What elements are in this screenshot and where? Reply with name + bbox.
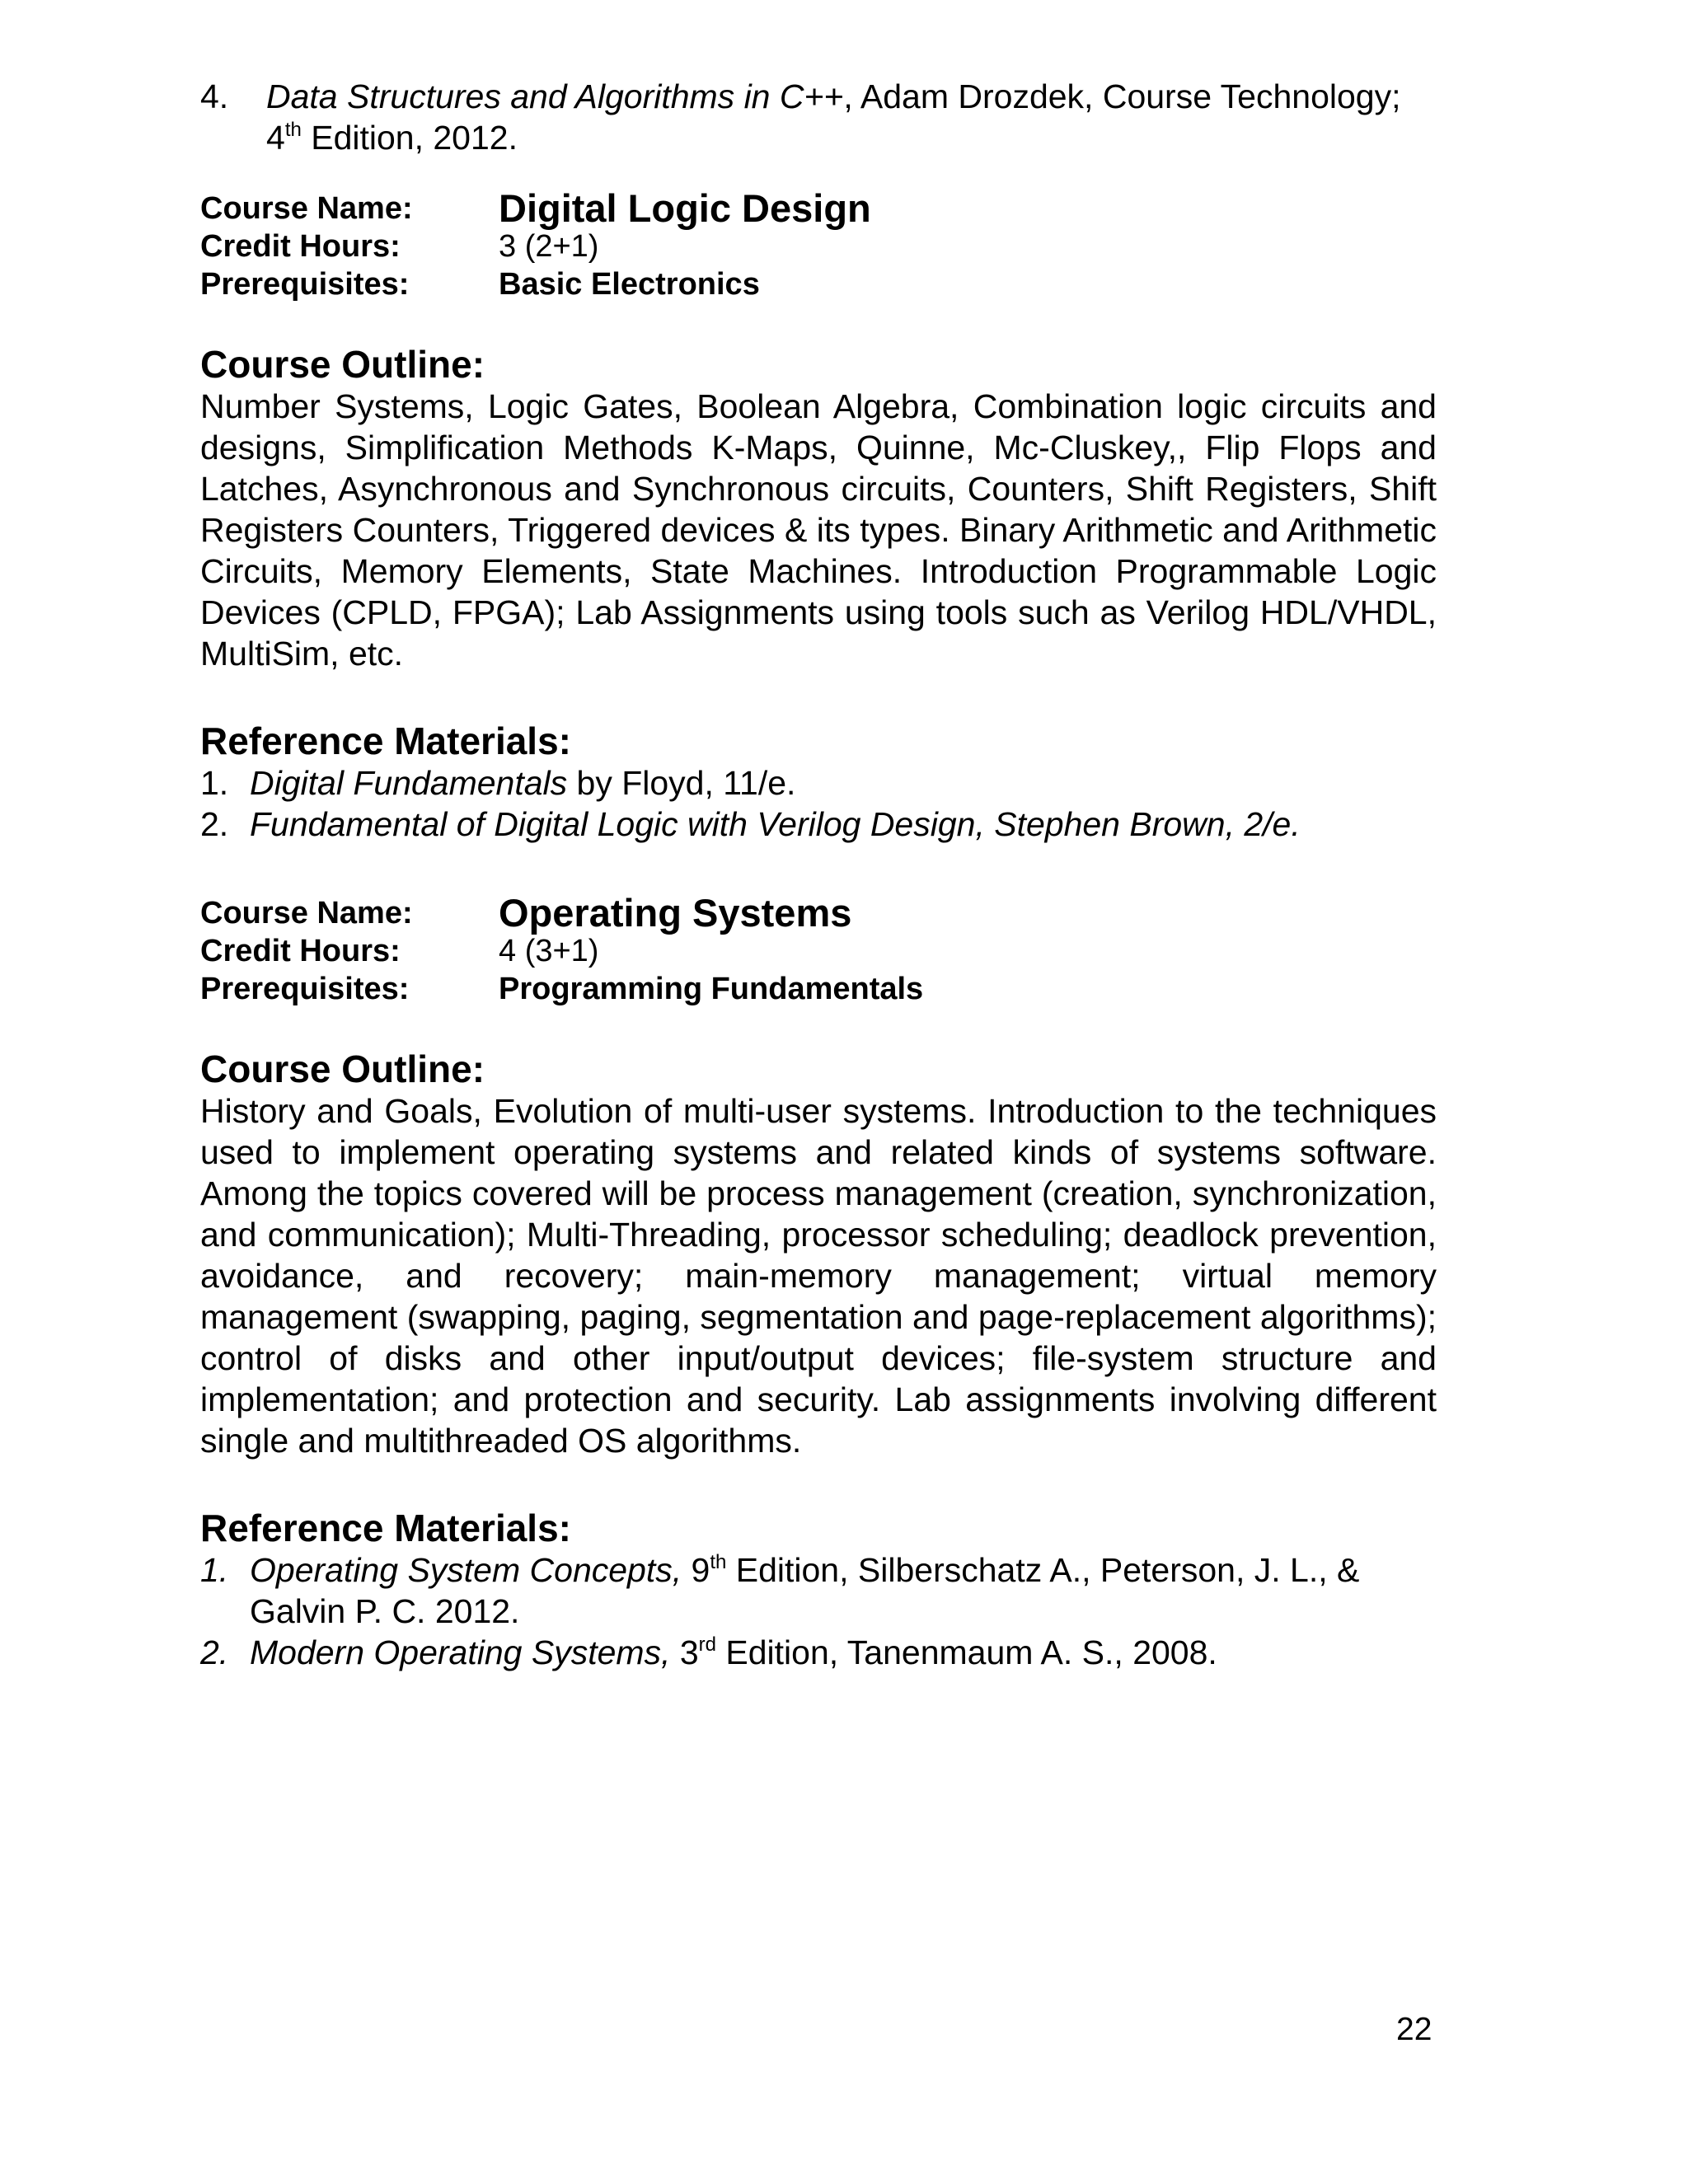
course-block-operating-systems [200, 891, 1437, 1673]
prerequisites-label: Prerequisites: [200, 972, 410, 1006]
ordinal-suffix: th [284, 119, 302, 141]
list-number: 2. [200, 805, 229, 843]
page-content [200, 76, 1437, 1673]
list-number: 1. [200, 1551, 229, 1589]
edition-number: 9 [682, 1551, 710, 1589]
reference-details: by Floyd, 11/e. [567, 764, 796, 802]
reference-details-end: Edition, 2012. [301, 119, 518, 157]
book-title: Data Structures and Algorithms in C++ [266, 77, 844, 115]
reference-item [200, 1632, 1437, 1673]
reference-item [200, 1549, 1437, 1632]
list-number: 1. [200, 764, 229, 802]
reference-materials-heading: Reference Materials: [200, 1507, 571, 1549]
book-title: Fundamental of Digital Logic with Verilog Design, Stephen Brown, 2/e. [250, 805, 1301, 843]
reference-item [200, 762, 1437, 804]
course-outline-heading: Course Outline: [200, 343, 485, 386]
book-title: Digital Fundamentals [250, 764, 568, 802]
course-block-digital-logic-design [200, 186, 1437, 845]
edition-number: 3 [670, 1633, 699, 1671]
reference-details: Edition, Silberschatz A., Peterson, J. L., & Galvin P. C. 2012. [250, 1551, 1360, 1630]
reference-materials-heading: Reference Materials: [200, 719, 571, 762]
list-number: 4. [200, 77, 229, 115]
previous-reference-item-4 [200, 76, 1437, 158]
course-name-label: Course Name: [200, 191, 413, 226]
reference-item [200, 804, 1437, 845]
course-name-value: Digital Logic Design [499, 186, 871, 230]
course-outline-text: History and Goals, Evolution of multi-user systems. Introduction to the techniques used to implement operating systems and related kinds of systems software. Among the topics covered will be process management (creation, synchronization, and communication); Multi-Threading, processor scheduling; deadlock prevention, avoidance, and recovery; main-memory management; virtual memory management (swapping, paging, segmentation and page-replacement algorithms); control of disks and other input/output devices; file-system structure and implementation; and protection and security. Lab assignments involving different single and multithreaded OS algorithms. [200, 1092, 1437, 1460]
prerequisites-value: Basic Electronics [499, 267, 760, 302]
prerequisites-label: Prerequisites: [200, 267, 410, 302]
course-info-table [200, 891, 1437, 1008]
course-outline-heading: Course Outline: [200, 1047, 485, 1090]
ordinal-suffix: rd [698, 1633, 716, 1656]
credit-hours-value: 4 (3+1) [499, 934, 599, 968]
reference-details: Edition, Tanenmaum A. S., 2008. [716, 1633, 1217, 1671]
course-name-label: Course Name: [200, 896, 413, 930]
credit-hours-label: Credit Hours: [200, 934, 401, 968]
credit-hours-label: Credit Hours: [200, 229, 401, 264]
course-name-value: Operating Systems [499, 891, 852, 935]
credit-hours-value: 3 (2+1) [499, 229, 599, 264]
reference-list [200, 762, 1437, 845]
book-title: Modern Operating Systems, [250, 1633, 671, 1671]
list-number: 2. [200, 1633, 229, 1671]
reference-list [200, 1549, 1437, 1673]
ordinal-suffix: th [710, 1551, 727, 1573]
page-number: 22 [1396, 2012, 1432, 2047]
book-title: Operating System Concepts, [250, 1551, 682, 1589]
reference-details: , Adam Drozdek, Course Technology; 4 [266, 77, 1401, 157]
course-outline-text: Number Systems, Logic Gates, Boolean Algebra, Combination logic circuits and designs, Simplification Methods K-Maps, Quinne, Mc-Cluskey,, Flip Flops and Latches, Asynchronous and Synchronous circuits, Counters, Shift Registers, Shift Registers Counters, Triggered devices & its types. Binary Arithmetic and Arithmetic Circuits, Memory Elements, State Machines. Introduction Programmable Logic Devices (CPLD, FPGA); Lab Assignments using tools such as Verilog HDL/VHDL, MultiSim, etc. [200, 387, 1437, 673]
course-info-table [200, 186, 1437, 303]
prerequisites-value: Programming Fundamentals [499, 972, 924, 1006]
reference-text [266, 77, 1400, 157]
